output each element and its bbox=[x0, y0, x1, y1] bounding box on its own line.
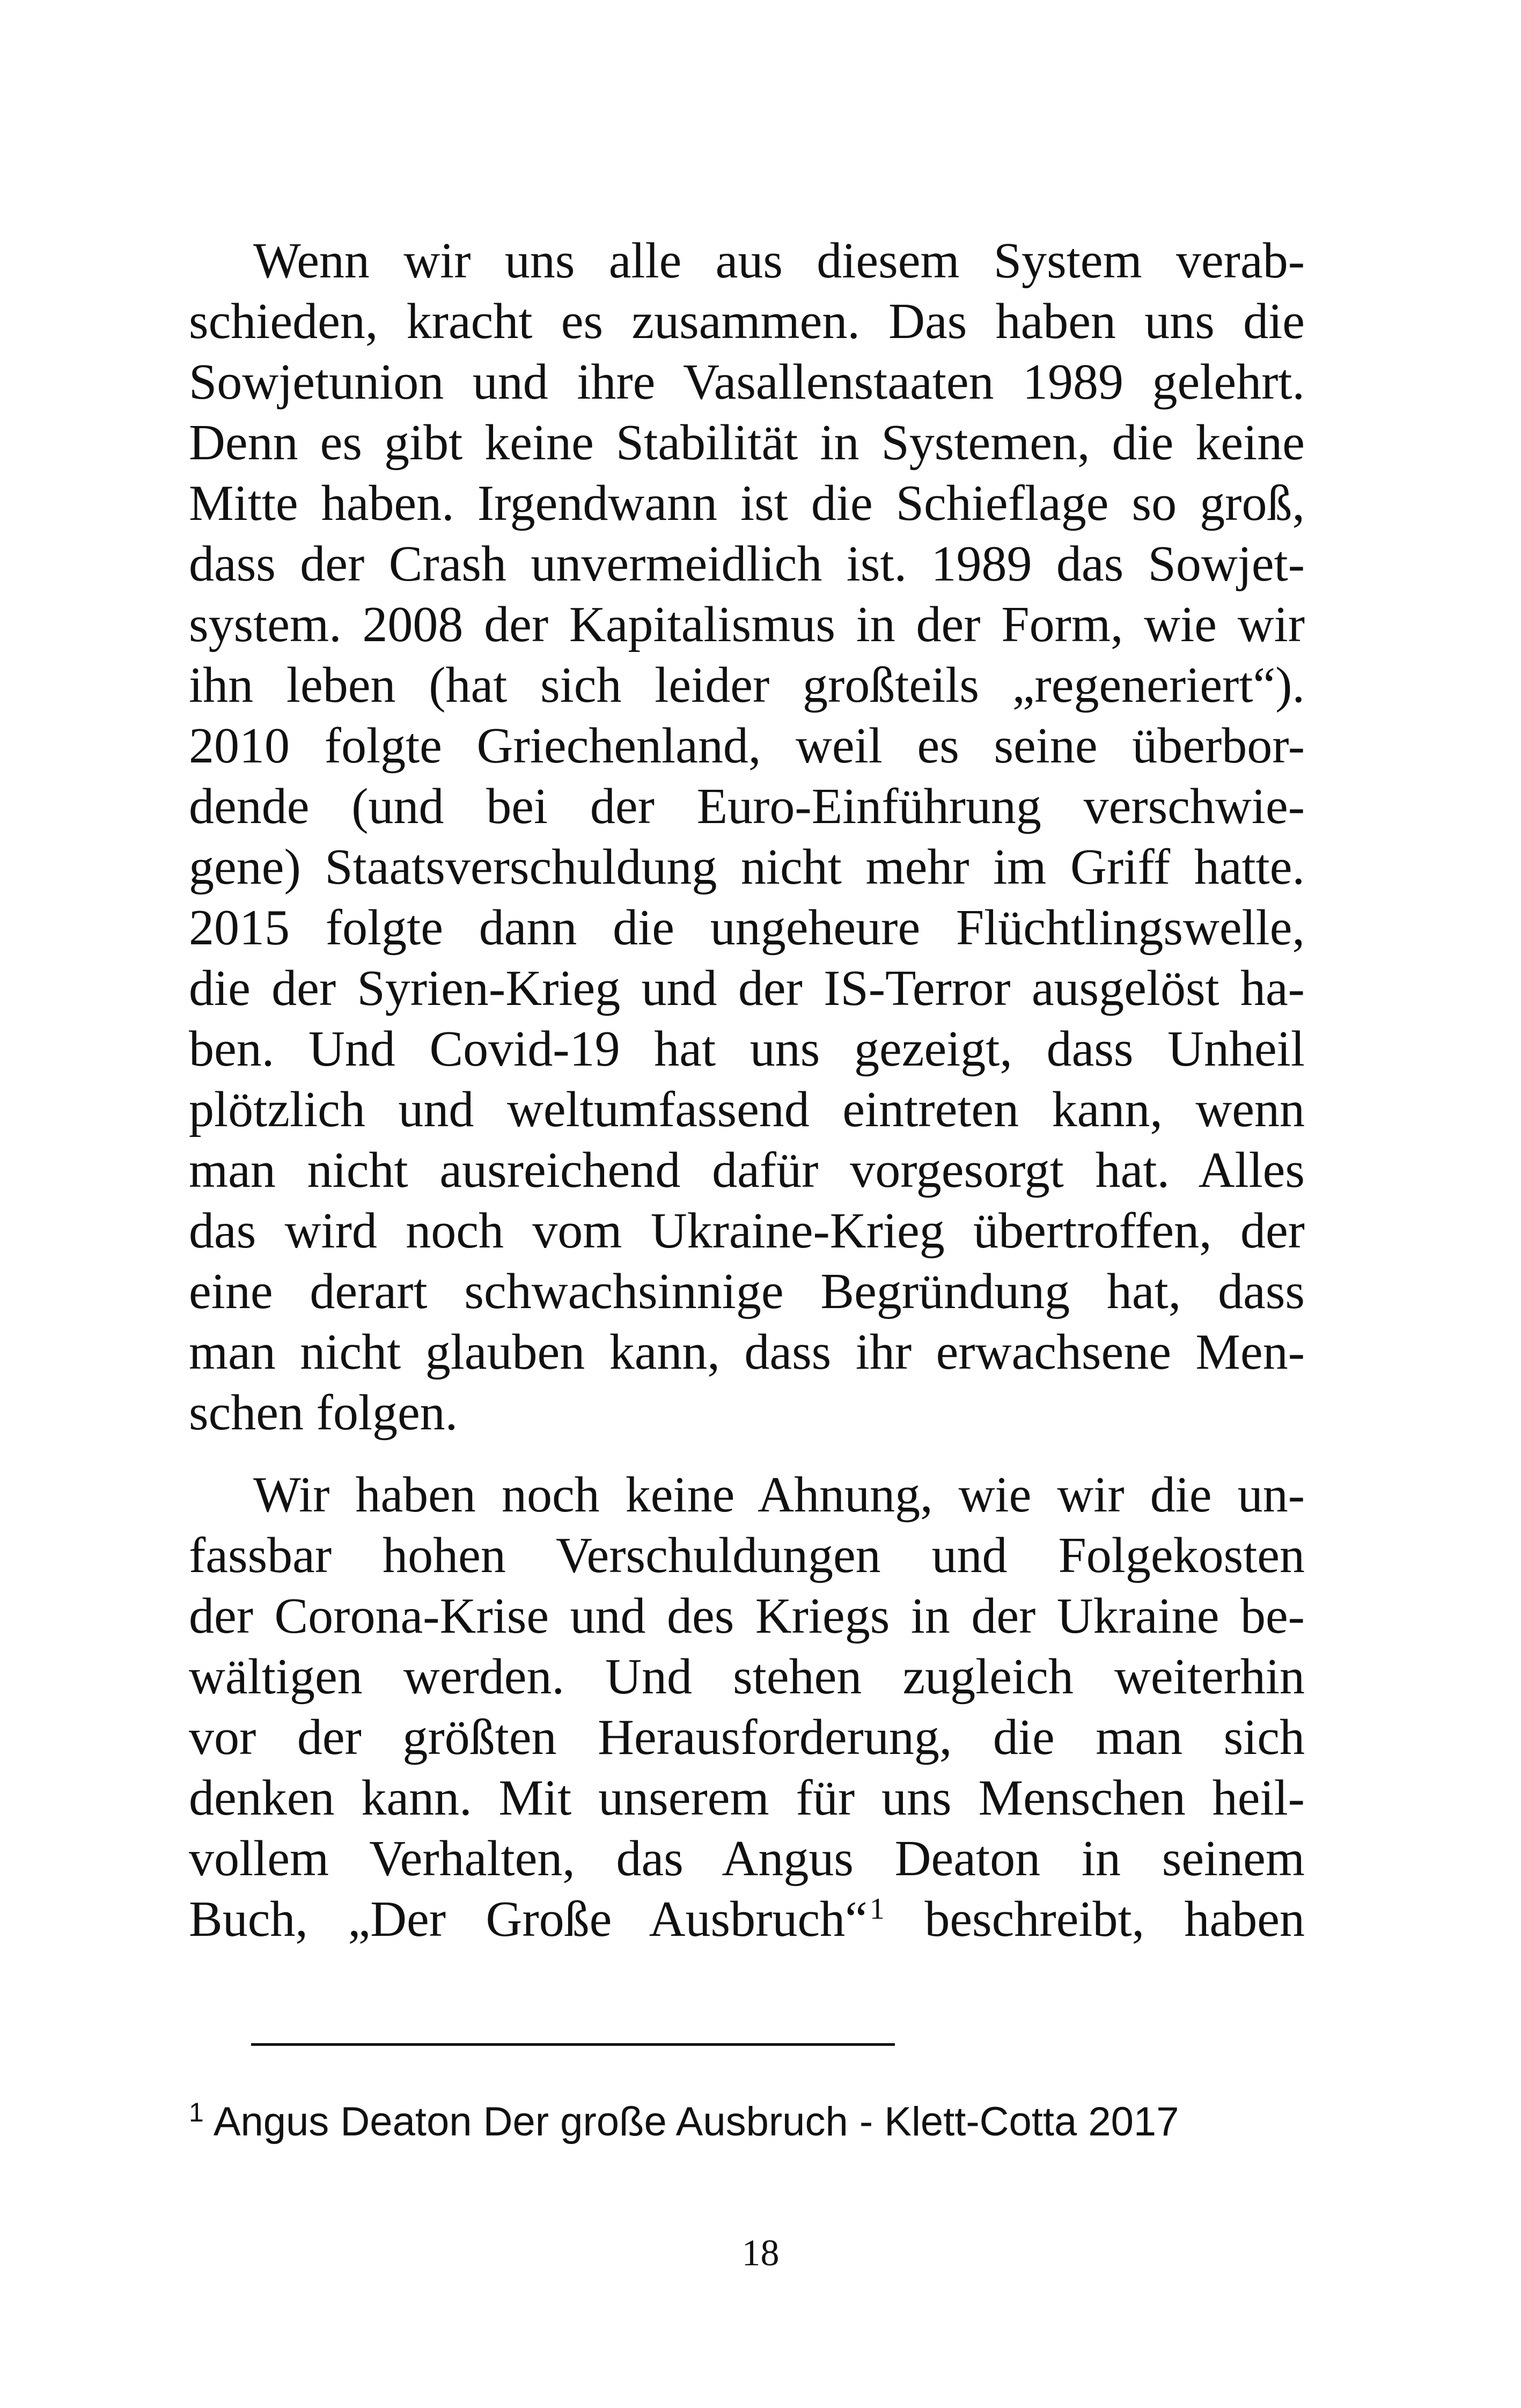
text-line: dende (und bei der Euro-Einführung verschwie- bbox=[189, 779, 1305, 834]
footnote-text: Angus Deaton Der große Ausbruch - Klett-Cotta 2017 bbox=[213, 2099, 1179, 2145]
text-line: schieden, kracht es zusammen. Das haben uns die bbox=[189, 293, 1305, 349]
text-line: Wir haben noch keine Ahnung, wie wir die un- bbox=[253, 1467, 1305, 1523]
text-line: schen folgen. bbox=[189, 1385, 458, 1441]
text-segment: beschreibt, haben bbox=[884, 1891, 1305, 1947]
text-line: Mitte haben. Irgendwann ist die Schieflage so groß, bbox=[189, 475, 1305, 531]
text-line: der Corona-Krise und des Kriegs in der Ukraine be- bbox=[189, 1588, 1305, 1644]
page-number: 18 bbox=[741, 2233, 780, 2274]
text-line: dass der Crash unvermeidlich ist. 1989 das Sowjet- bbox=[189, 536, 1305, 592]
footnote bbox=[189, 2095, 1179, 2149]
text-line: gene) Staatsverschuldung nicht mehr im Griff hatte. bbox=[189, 839, 1305, 895]
paragraph-1 bbox=[189, 231, 1305, 1443]
text-line: man nicht ausreichend dafür vorgesorgt hat. Alles bbox=[189, 1142, 1305, 1198]
text-line: das wird noch vom Ukraine-Krieg übertroffen, der bbox=[189, 1203, 1305, 1259]
text-line: denken kann. Mit unserem für uns Menschen heil- bbox=[189, 1770, 1305, 1826]
text-line: plötzlich und weltumfassend eintreten kann, wenn bbox=[189, 1082, 1305, 1137]
text-line: system. 2008 der Kapitalismus in der Form, wie wir bbox=[189, 597, 1305, 652]
text-segment: Buch, „Der Große Ausbruch“ bbox=[189, 1891, 868, 1947]
paragraph-2 bbox=[189, 1465, 1305, 1950]
text-line: ihn leben (hat sich leider großteils „regeneriert“). bbox=[189, 657, 1305, 713]
footnote-separator bbox=[251, 2043, 895, 2046]
text-line: Sowjetunion und ihre Vasallenstaaten 1989 gelehrt. bbox=[189, 354, 1305, 410]
text-line: 2015 folgte dann die ungeheure Flüchtlingswelle, bbox=[189, 900, 1305, 956]
text-line: Wenn wir uns alle aus diesem System verab- bbox=[253, 233, 1305, 289]
text-line: 2010 folgte Griechenland, weil es seine überbor- bbox=[189, 718, 1305, 774]
text-line: Denn es gibt keine Stabilität in Systemen, die keine bbox=[189, 415, 1305, 471]
text-line: die der Syrien-Krieg und der IS-Terror ausgelöst ha- bbox=[189, 960, 1305, 1016]
text-line: fassbar hohen Verschuldungen und Folgekosten bbox=[189, 1528, 1305, 1583]
text-line: wältigen werden. Und stehen zugleich weiterhin bbox=[189, 1649, 1305, 1705]
text-line: eine derart schwachsinnige Begründung hat, dass bbox=[189, 1264, 1305, 1319]
text-line-with-footnote-ref bbox=[189, 1889, 1305, 1950]
text-line: ben. Und Covid-19 hat uns gezeigt, dass Unheil bbox=[189, 1021, 1305, 1077]
footnote-reference[interactable]: 1 bbox=[869, 1892, 885, 1926]
text-line: vor der größten Herausforderung, die man sich bbox=[189, 1709, 1305, 1765]
footnote-marker: 1 bbox=[189, 2097, 204, 2127]
text-line: man nicht glauben kann, dass ihr erwachsene Men- bbox=[189, 1324, 1305, 1380]
text-line: vollem Verhalten, das Angus Deaton in seinem bbox=[189, 1831, 1305, 1886]
